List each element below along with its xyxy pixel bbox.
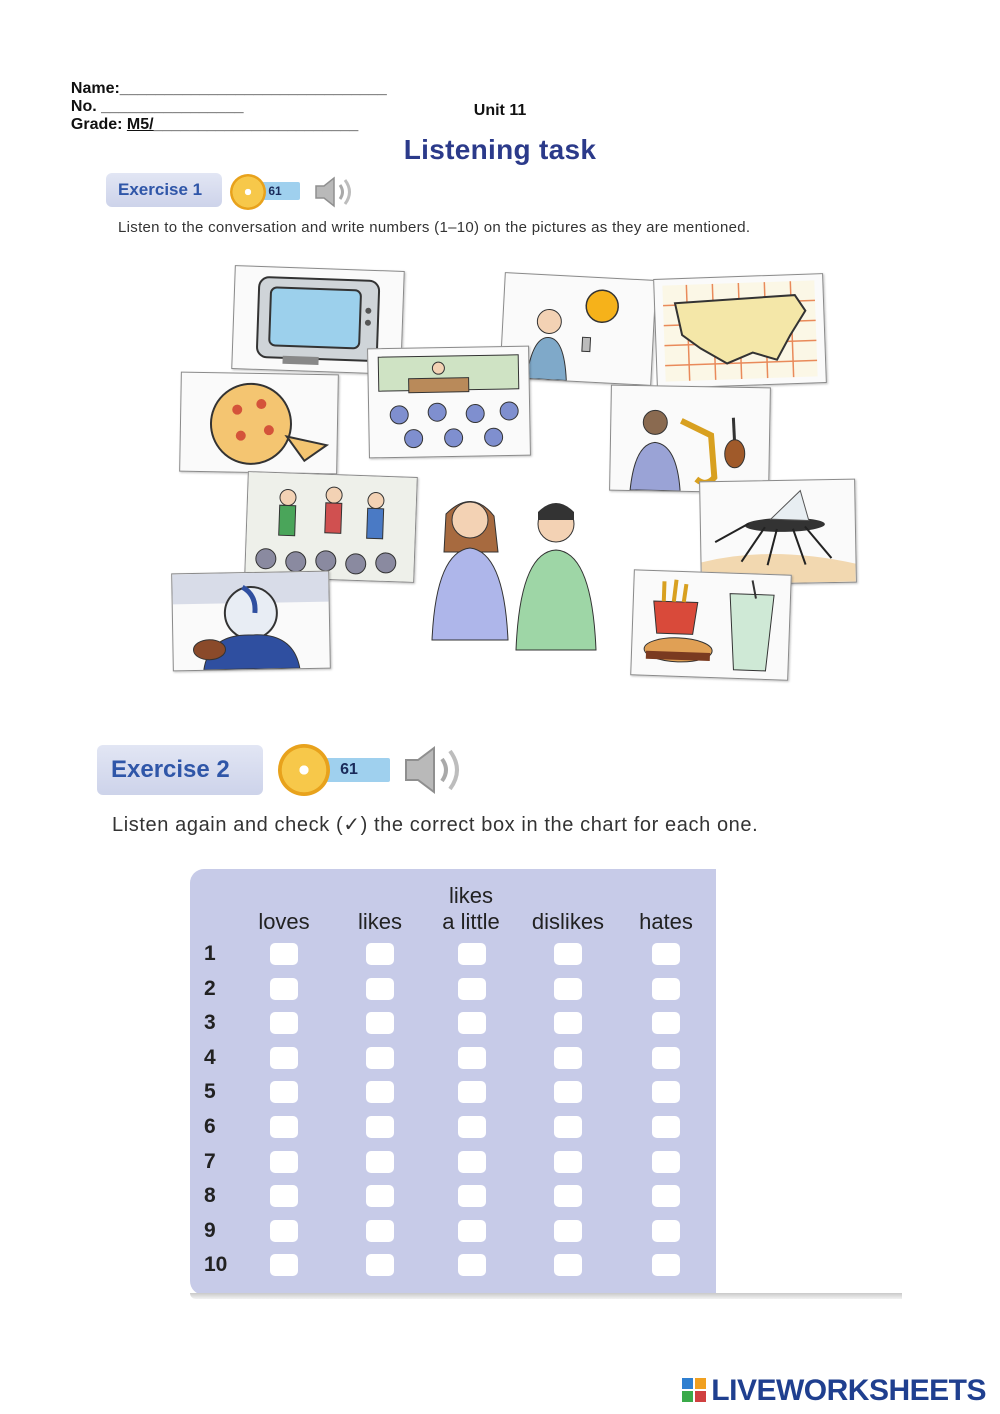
checkbox-row10-likes-a-little[interactable] bbox=[458, 1254, 486, 1276]
speaker-icon[interactable] bbox=[400, 742, 472, 798]
picture-map[interactable] bbox=[653, 273, 827, 389]
speaker-icon[interactable] bbox=[312, 174, 360, 210]
checkbox-row4-hates[interactable] bbox=[652, 1047, 680, 1069]
picture-football-player[interactable] bbox=[171, 571, 331, 672]
checkbox-row7-dislikes[interactable] bbox=[554, 1151, 582, 1173]
checkbox-row6-likes[interactable] bbox=[366, 1116, 394, 1138]
checkbox-row2-likes[interactable] bbox=[366, 978, 394, 1000]
checkbox-row4-likes-a-little[interactable] bbox=[458, 1047, 486, 1069]
row-number-2: 2 bbox=[204, 976, 216, 1000]
checkbox-row2-loves[interactable] bbox=[270, 978, 298, 1000]
pizza-icon bbox=[180, 373, 338, 474]
col-header-likes: likes bbox=[357, 909, 402, 934]
checkbox-row1-hates[interactable] bbox=[652, 943, 680, 965]
checkbox-row10-likes[interactable] bbox=[366, 1254, 394, 1276]
picture-two-teenagers bbox=[418, 490, 614, 660]
col-header-hates: hates bbox=[639, 909, 693, 934]
exercise1-label: Exercise 1 bbox=[118, 180, 203, 199]
classroom-icon bbox=[368, 347, 530, 458]
brand-name: LIVEWORKSHEETS bbox=[711, 1374, 986, 1407]
name-label: Name: bbox=[70, 80, 120, 97]
map-icon bbox=[654, 274, 826, 388]
picture-pizza[interactable] bbox=[179, 372, 339, 475]
student-info-line bbox=[62, 62, 387, 134]
checkbox-row4-dislikes[interactable] bbox=[554, 1047, 582, 1069]
helmet-icon bbox=[172, 572, 330, 671]
exercise2-track-number: 61 bbox=[340, 761, 358, 778]
exercise2-label: Exercise 2 bbox=[111, 756, 230, 783]
picture-classroom[interactable] bbox=[367, 346, 531, 459]
checkbox-row6-loves[interactable] bbox=[270, 1116, 298, 1138]
checkbox-row5-likes-a-little[interactable] bbox=[458, 1081, 486, 1103]
checkbox-row5-loves[interactable] bbox=[270, 1081, 298, 1103]
row-number-9: 9 bbox=[204, 1218, 216, 1242]
row-number-3: 3 bbox=[204, 1011, 216, 1035]
exercise2-instruction: Listen again and check (✓) the correct box in the chart for each one. bbox=[112, 814, 759, 836]
number-label: No. bbox=[70, 98, 97, 115]
checkbox-row4-likes[interactable] bbox=[366, 1047, 394, 1069]
row-number-8: 8 bbox=[204, 1184, 216, 1208]
cd-icon bbox=[278, 744, 330, 796]
row-number-5: 5 bbox=[204, 1080, 216, 1104]
exercise1-track-number: 61 bbox=[268, 184, 282, 198]
checkbox-row6-likes-a-little[interactable] bbox=[458, 1116, 486, 1138]
checkbox-row10-dislikes[interactable] bbox=[554, 1254, 582, 1276]
chart-shadow bbox=[190, 1293, 902, 1299]
checkbox-row6-hates[interactable] bbox=[652, 1116, 680, 1138]
burger-icon bbox=[631, 570, 791, 679]
picture-mosquito[interactable] bbox=[699, 479, 857, 586]
grade-blank[interactable]: _______________________ bbox=[153, 116, 359, 133]
checkbox-row7-hates[interactable] bbox=[652, 1151, 680, 1173]
picture-music[interactable] bbox=[609, 385, 771, 494]
row-number-4: 4 bbox=[204, 1045, 216, 1069]
row-number-1: 1 bbox=[204, 942, 216, 965]
row-number-7: 7 bbox=[204, 1149, 216, 1173]
checkbox-row3-hates[interactable] bbox=[652, 1012, 680, 1034]
checkbox-row8-likes-a-little[interactable] bbox=[458, 1185, 486, 1207]
checkbox-row10-loves[interactable] bbox=[270, 1254, 298, 1276]
checkbox-row5-hates[interactable] bbox=[652, 1081, 680, 1103]
cd-icon bbox=[230, 174, 266, 210]
checkbox-row7-loves[interactable] bbox=[270, 1151, 298, 1173]
col-header-dislikes: dislikes bbox=[531, 909, 605, 934]
checkbox-row1-loves[interactable] bbox=[270, 943, 298, 965]
exercise2-audio[interactable] bbox=[278, 742, 478, 798]
checkbox-row1-likes[interactable] bbox=[366, 943, 394, 965]
page-title: Listening task bbox=[403, 134, 597, 165]
checkbox-row10-hates[interactable] bbox=[652, 1254, 680, 1276]
unit-heading: Unit 11 bbox=[473, 102, 527, 119]
teenagers-icon bbox=[418, 490, 614, 660]
checkbox-row8-dislikes[interactable] bbox=[554, 1185, 582, 1207]
checkbox-row1-dislikes[interactable] bbox=[554, 943, 582, 965]
checkbox-row8-likes[interactable] bbox=[366, 1185, 394, 1207]
checkbox-row5-dislikes[interactable] bbox=[554, 1081, 582, 1103]
checkbox-row9-likes[interactable] bbox=[366, 1220, 394, 1242]
checkbox-row9-loves[interactable] bbox=[270, 1220, 298, 1242]
grade-value: M5/ bbox=[126, 116, 154, 133]
checkbox-row9-hates[interactable] bbox=[652, 1220, 680, 1242]
checkbox-row3-loves[interactable] bbox=[270, 1012, 298, 1034]
checkbox-row2-dislikes[interactable] bbox=[554, 978, 582, 1000]
checkbox-row2-likes-a-little[interactable] bbox=[458, 978, 486, 1000]
checkbox-row6-dislikes[interactable] bbox=[554, 1116, 582, 1138]
response-chart bbox=[190, 869, 716, 1295]
checkbox-row1-likes-a-little[interactable] bbox=[458, 943, 486, 965]
guitar-icon bbox=[245, 472, 417, 582]
row-number-6: 6 bbox=[204, 1115, 216, 1138]
col-header-likes-a-little-bottom: a little bbox=[442, 909, 500, 934]
checkbox-row8-loves[interactable] bbox=[270, 1185, 298, 1207]
picture-fast-food[interactable] bbox=[630, 569, 792, 680]
checkbox-row7-likes-a-little[interactable] bbox=[458, 1151, 486, 1173]
picture-rock-concert[interactable] bbox=[244, 471, 418, 583]
grade-label: Grade: bbox=[70, 116, 123, 133]
name-blank[interactable]: ______________________________ bbox=[119, 80, 387, 97]
exercise1-badge bbox=[106, 173, 222, 207]
col-header-loves: loves bbox=[258, 909, 310, 934]
checkbox-row8-hates[interactable] bbox=[652, 1185, 680, 1207]
checkbox-row3-likes[interactable] bbox=[366, 1012, 394, 1034]
liveworksheets-logo-icon bbox=[682, 1378, 708, 1404]
checkbox-row9-likes-a-little[interactable] bbox=[458, 1220, 486, 1242]
mosquito-icon bbox=[700, 480, 856, 585]
saxophone-icon bbox=[610, 386, 770, 493]
number-blank[interactable]: ________________ bbox=[101, 98, 244, 115]
checkbox-row4-loves[interactable] bbox=[270, 1047, 298, 1069]
col-header-likes-a-little-top: likes bbox=[448, 883, 493, 908]
exercise2-badge bbox=[97, 745, 263, 795]
checkbox-row9-dislikes[interactable] bbox=[554, 1220, 582, 1242]
checkbox-row2-hates[interactable] bbox=[652, 978, 680, 1000]
checkbox-row7-likes[interactable] bbox=[366, 1151, 394, 1173]
row-number-10: 10 bbox=[204, 1253, 228, 1277]
checkbox-row3-likes-a-little[interactable] bbox=[458, 1012, 486, 1034]
exercise1-audio[interactable] bbox=[230, 172, 370, 212]
checkbox-row5-likes[interactable] bbox=[366, 1081, 394, 1103]
liveworksheets-logo bbox=[682, 1374, 986, 1408]
exercise1-instruction: Listen to the conversation and write numbers (1–10) on the pictures as they are mentioned. bbox=[118, 219, 751, 236]
checkbox-row3-dislikes[interactable] bbox=[554, 1012, 582, 1034]
